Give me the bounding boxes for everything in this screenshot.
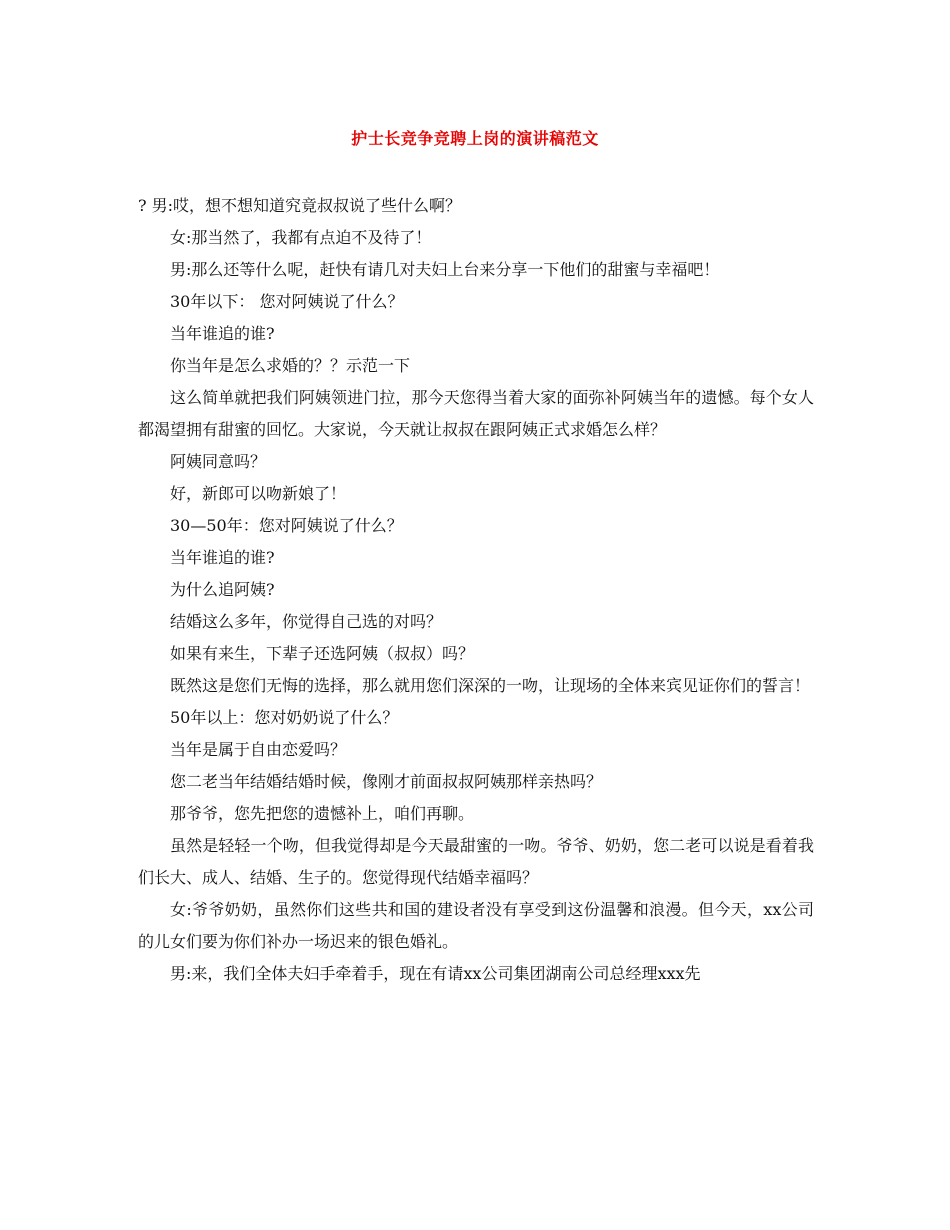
paragraph: 你当年是怎么求婚的？？示范一下 [170, 356, 411, 375]
paragraph: 为什么追阿姨? [170, 580, 275, 599]
paragraph: 虽然是轻轻一个吻，但我觉得却是今天最甜蜜的一吻。爷爷、奶奶，您二老可以说是看着我们长大、成人、结婚、生子的。您觉得现代结婚幸福吗？ [138, 836, 814, 887]
paragraph: 当年谁追的谁? [170, 548, 275, 567]
paragraph: 女:那当然了，我都有点迫不及待了！ [170, 228, 432, 247]
paragraph: 女:爷爷奶奶，虽然你们这些共和国的建设者没有享受到这份温馨和浪漫。但今天，xx公司的儿女们要为你们补办一场迟来的银色婚礼。 [138, 900, 814, 951]
paragraph: 好，新郎可以吻新娘了！ [170, 484, 347, 503]
paragraph: 50年以上：您对奶奶说了什么？ [170, 708, 399, 727]
paragraph: 既然这是您们无悔的选择，那么就用您们深深的一吻，让现场的全体来宾见证你们的誓言！ [170, 676, 811, 695]
paragraph: 结婚这么多年，你觉得自己选的对吗？ [170, 612, 443, 631]
paragraph: 那爷爷，您先把您的遗憾补上，咱们再聊。 [170, 804, 475, 823]
paragraph: 30—50年：您对阿姨说了什么？ [170, 516, 403, 535]
document-title: 护士长竞争竞聘上岗的演讲稿范文 [351, 129, 599, 148]
paragraph: 如果有来生，下辈子还选阿姨（叔叔）吗？ [170, 644, 475, 663]
paragraph: 男:来，我们全体夫妇手牵着手，现在有请xx公司集团湖南公司总经理xxx先 [170, 964, 701, 983]
document-body [138, 190, 814, 990]
paragraph: 您二老当年结婚结婚时候，像刚才前面叔叔阿姨那样亲热吗？ [170, 772, 603, 791]
paragraph: 30年以下： 您对阿姨说了什么？ [170, 292, 404, 311]
paragraph: ? 男:哎，想不想知道究竟叔叔说了些什么啊？ [138, 196, 462, 215]
paragraph: 当年是属于自由恋爱吗？ [170, 740, 347, 759]
paragraph: 男:那么还等什么呢，赶快有请几对夫妇上台来分享一下他们的甜蜜与幸福吧！ [170, 260, 720, 279]
paragraph: 这么简单就把我们阿姨领进门拉，那今天您得当着大家的面弥补阿姨当年的遗憾。每个女人都渴望拥有甜蜜的回忆。大家说，今天就让叔叔在跟阿姨正式求婚怎么样？ [138, 388, 814, 439]
paragraph: 阿姨同意吗？ [170, 452, 267, 471]
paragraph: 当年谁追的谁? [170, 324, 275, 343]
